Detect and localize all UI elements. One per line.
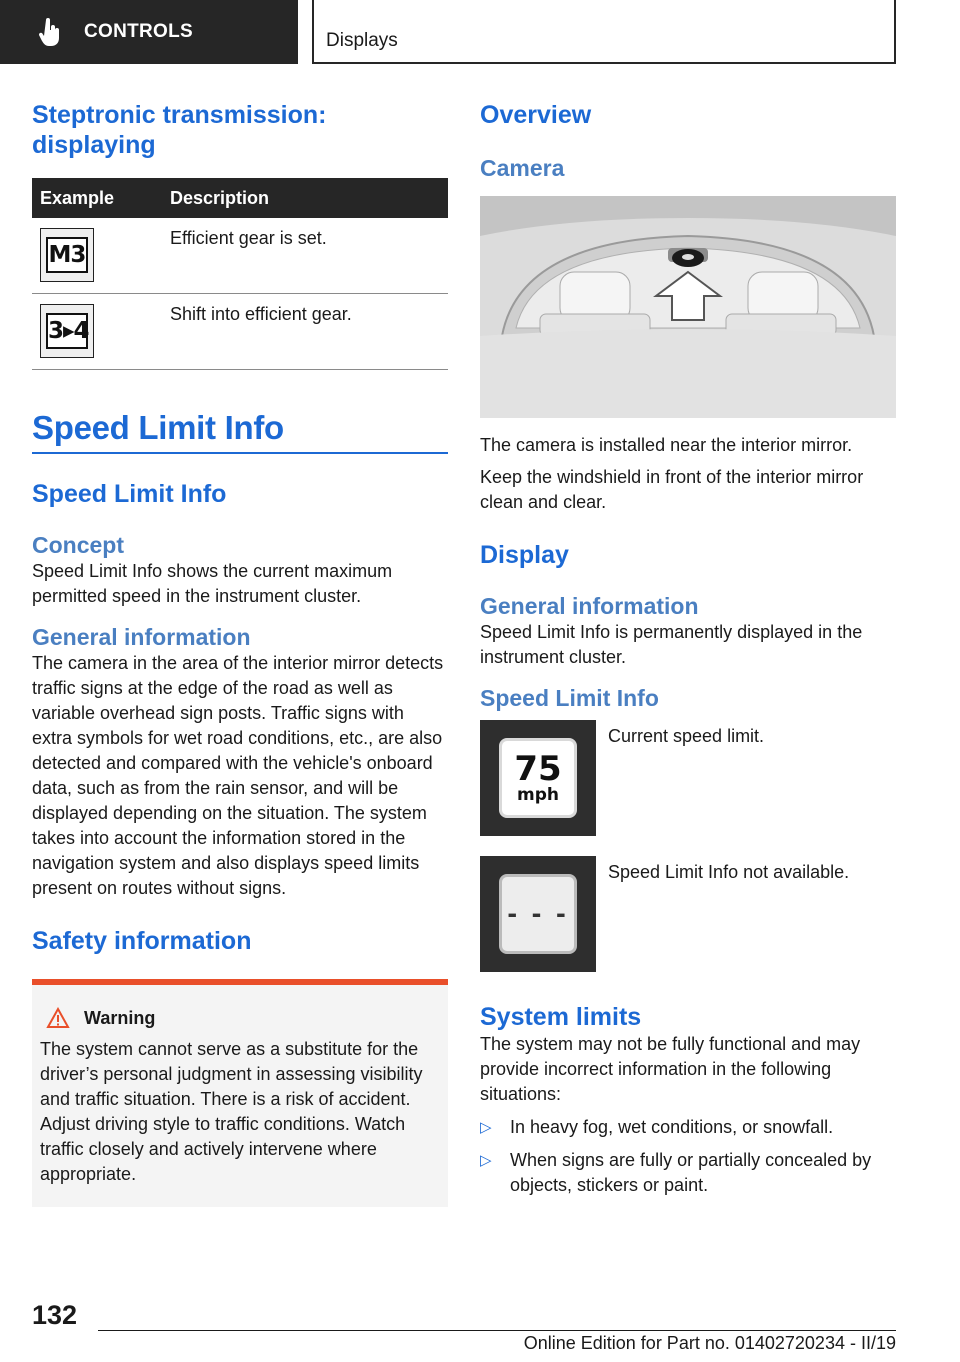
sli-heading: Speed Limit Info [480,685,659,711]
list-item: ▷ When signs are fully or partially concealed by objects, stickers or paint. [480,1150,872,1195]
concept-heading: Concept [32,532,124,558]
steptronic-heading: Steptronic transmission: displaying [32,101,327,159]
bullet-triangle-icon: ▷ [480,1119,492,1136]
sli-unavailable-item [480,856,896,972]
speed-limit-unit: mph [516,785,559,805]
subsection-heading-sli: Speed Limit Info [32,480,227,508]
right-column [480,100,896,1198]
section-heading-sli: Speed Limit Info [32,408,448,454]
sli-current-text: Current speed limit. [608,726,765,746]
table-row [32,218,448,294]
footer-divider [98,1330,896,1331]
warning-box [32,979,448,1207]
table-cell-description: Shift into efficient gear. [170,304,352,324]
gear-m3-icon: M3 [40,228,94,282]
speed-limit-unavailable-icon [480,856,596,972]
table-cell-description: Efficient gear is set. [170,228,327,248]
concept-text: Speed Limit Info shows the current maximum permitted speed in the instrument cluster. [32,561,393,606]
system-limits-text: The system may not be fully functional and may provide incorrect information in the following situations: [480,1034,861,1104]
gear-table [32,178,448,370]
table-header [32,178,448,218]
safety-heading: Safety information [32,927,252,955]
warning-triangle-icon [46,1007,70,1029]
camera-text-2: Keep the windshield in front of the interior mirror clean and clear. [480,467,864,512]
system-limits-heading: System limits [480,1003,642,1031]
gear-shift-up-icon: 3▸4 [40,304,94,358]
sli-current-item [480,720,896,836]
system-limits-list [480,1115,896,1198]
warning-title: Warning [84,1007,156,1028]
speed-limit-value: 75 [514,749,562,789]
left-column [32,100,448,1207]
table-header-description: Description [170,187,270,208]
bullet-triangle-icon: ▷ [480,1152,492,1169]
speed-limit-75-icon [480,720,596,836]
section-label: CONTROLS [84,21,194,42]
list-item: ▷ In heavy fog, wet conditions, or snowfall. [480,1115,896,1140]
section-tab[interactable] [0,0,298,64]
general-info-heading: General information [32,624,251,650]
overview-heading: Overview [480,101,592,129]
camera-heading: Camera [480,155,565,181]
speed-limit-dashes: - - - [507,900,569,928]
page-number: 132 [32,1300,78,1330]
hand-pointer-icon [38,18,62,46]
camera-location-image [480,196,896,418]
table-row [32,294,448,370]
chapter-label: Displays [312,0,896,64]
edition-text: Online Edition for Part no. 01402720234 - II/19 [523,1333,896,1353]
display-general-text: Speed Limit Info is permanently displayed in the instrument cluster. [480,622,863,667]
warning-text: The system cannot serve as a substitute for the driver’s personal judgment in assessing visibility and traffic situation. There is a risk of accident. Adjust driving style to traffic conditions. Watch traffic closely and actively intervene where appropriate. [40,1039,423,1184]
camera-text-1: The camera is installed near the interior mirror. [480,435,853,455]
general-info-text: The camera in the area of the interior mirror detects traffic signs at the edge of the road as well as variable overhead sign posts. Traffic signs with extra symbols for wet road conditions, etc., are also detected and compared with the vehicle's onboard data, such as from the rain sensor, and will be displayed depending on the situation. The system takes into account the information stored in the navigation system and also displays speed limits present on routes without signs. [32,653,444,898]
sli-unavailable-text: Speed Limit Info not available. [608,862,850,882]
display-heading: Display [480,541,569,569]
display-general-heading: General information [480,593,699,619]
table-header-example: Example [40,187,115,208]
